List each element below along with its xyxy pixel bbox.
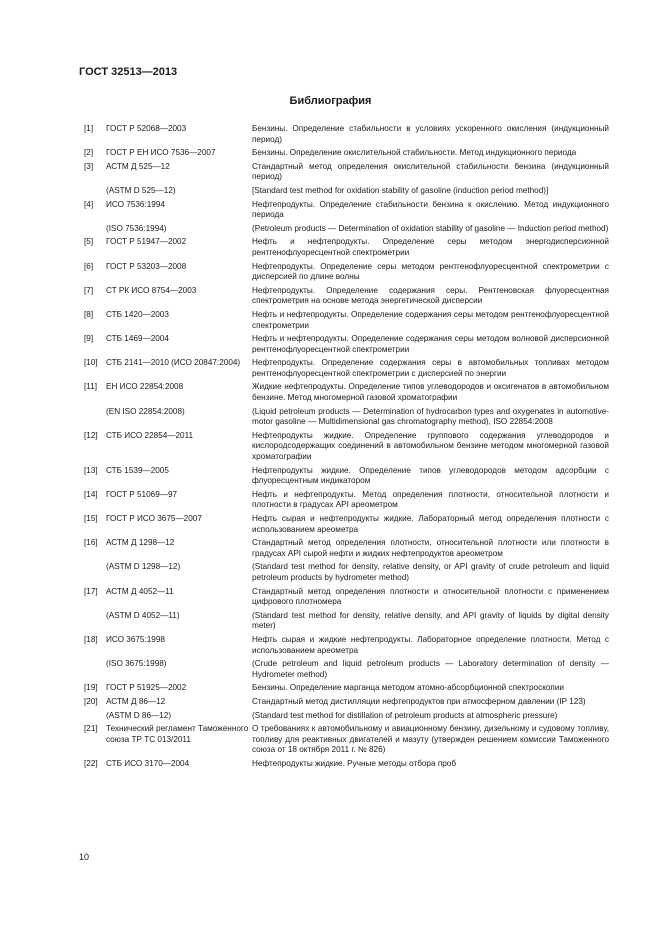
entry-standard-code: ГОСТ Р 51925—2002 <box>106 683 187 693</box>
entry-number: [14] <box>84 489 98 499</box>
bibliography-entry <box>84 382 609 403</box>
entry-standard-code: СТБ ИСО 22854—2011 <box>106 430 194 440</box>
bibliography-entry <box>84 562 609 583</box>
bibliography-entry <box>84 538 609 559</box>
bibliography-entry <box>84 724 609 756</box>
entry-standard-code: СТБ 2141—2010 (ИСО 20847:2004) <box>106 358 241 368</box>
entry-number: [1] <box>84 124 94 133</box>
entry-description: (Standard test method for density, relative density, or API gravity of crude petroleum and liquid petroleum products by hydrometer method) <box>252 562 609 582</box>
entry-standard-code: СТБ ИСО 3170—2004 <box>106 758 190 768</box>
entry-description: Стандартный метод определения плотности и относительной плотности с применением цифрового плотномера <box>252 586 609 607</box>
entry-description: Нефть сырая и нефтепродукты жидкие. Лабораторный метод определения плотности с использованием ареометра <box>252 514 609 534</box>
entry-description: Нефтепродукты. Определение стабильности бензина к окислению. Метод индукционного периода <box>252 199 609 220</box>
entry-standard-code: (ISO 3675:1998) <box>106 659 167 669</box>
bibliography-entry <box>84 286 609 307</box>
entry-standard-code: Технический регламент Таможенного союза ТР ТС 013/2011 <box>106 724 249 744</box>
bibliography-entry <box>84 224 609 235</box>
entry-standard-code: ЕН ИСО 22854:2008 <box>106 382 184 392</box>
entry-description: (Liquid petroleum products — Determination of hydrocarbon types and oxygenates in automotive-motor gasoline — Multidimensional gas chromatography method), ISO 22854:2008 <box>252 406 609 427</box>
entry-standard-code: СТ РК ИСО 8754—2003 <box>106 285 197 295</box>
entry-description: Стандартный метод определения плотности, относительной плотности или плотности в градусах API сырой нефти и жидких нефтепродуктов ареометром <box>252 538 609 558</box>
bibliography-entry <box>84 162 609 183</box>
entry-description: Стандартный метод дистилляции нефтепродуктов при атмосферном давлении (IP 123) <box>252 696 586 706</box>
entry-number: [21] <box>84 724 98 734</box>
entry-standard-code: (ISO 7536:1994) <box>106 223 167 233</box>
entry-standard-code: СТБ 1469—2004 <box>106 334 169 344</box>
entry-number: [11] <box>84 382 98 392</box>
entry-number: [6] <box>84 261 94 271</box>
bibliography-entry <box>84 697 609 708</box>
entry-description: Нефть сырая и жидкие нефтепродукты. Лабораторное определение плотности. Метод с использованием ареометра <box>252 634 609 655</box>
entry-number: [9] <box>84 334 94 344</box>
bibliography-entry <box>84 186 609 197</box>
entry-description: Нефть и нефтепродукты. Определение серы методом энергодисперсионной рентгенофлуоресцентной спектрометрии <box>252 237 609 257</box>
entry-description: Нефть и нефтепродукты. Определение содержания серы методом волновой дисперсионной рентгенофлуоресцентной спектрометрии <box>252 334 609 354</box>
entry-number <box>84 711 106 722</box>
entry-standard-code: СТБ 1420—2003 <box>106 309 169 319</box>
entry-description: [Standard test method for oxidation stability of gasoline (induction period method)] <box>252 185 549 195</box>
bibliography-entry <box>84 200 609 221</box>
entry-standard-code: ГОСТ Р ЕН ИСО 7536—2007 <box>106 148 216 158</box>
entry-number: [16] <box>84 538 98 548</box>
entry-description: Жидкие нефтепродукты. Определение типов углеводородов и оксигенатов в автомобильном бензине. Метод многомерной газовой хроматографии <box>252 382 609 403</box>
entry-standard-code: АСТМ Д 86—12 <box>106 696 166 706</box>
entry-number: [20] <box>84 696 98 706</box>
bibliography-entry <box>84 683 609 694</box>
entry-standard-code: АСТМ Д 4052—11 <box>106 586 174 596</box>
entry-standard-code: (ASTM D 525—12) <box>106 185 176 195</box>
entry-description: (Standard test method for density, relative density, and API gravity of liquids by digital density meter) <box>252 610 609 631</box>
entry-number: [12] <box>84 430 98 440</box>
page-number: 10 <box>79 852 90 862</box>
entry-number: [22] <box>84 758 98 768</box>
entry-description: (Petroleum products — Determination of oxidation stability of gasoline — Induction period method) <box>252 223 609 233</box>
entry-number: [8] <box>84 309 94 319</box>
entry-description: Нефть и нефтепродукты. Метод определения плотности, относительной плотности и плотности в градусах API ареометром <box>252 489 609 510</box>
entry-description: Нефтепродукты жидкие. Определение типов углеводородов методом адсорбции с флуоресцентным индикатором <box>252 465 609 486</box>
entry-description: Стандартный метод определения окислительной стабильности бензина (индукционный период) <box>252 161 609 182</box>
entry-description: (Crude petroleum and liquid petroleum products — Laboratory determination of density — Hydrometer method) <box>252 659 609 679</box>
bibliography-entry <box>84 611 609 632</box>
bibliography-entry <box>84 124 609 145</box>
entry-number: [15] <box>84 514 98 523</box>
entry-standard-code: ГОСТ Р 51069—97 <box>106 489 178 499</box>
bibliography-entry <box>84 407 609 428</box>
bibliography-entry <box>84 310 609 331</box>
bibliography-list <box>84 124 609 772</box>
entry-standard-code: АСТМ Д 1298—12 <box>106 538 175 548</box>
entry-standard-code: ГОСТ Р ИСО 3675—2007 <box>106 514 202 523</box>
bibliography-entry <box>84 635 609 656</box>
section-title: Библиография <box>289 95 372 107</box>
entry-number: [18] <box>84 634 98 644</box>
entry-description: Нефтепродукты жидкие. Определение группового содержания углеводородов и кислородсодержащих соединений в автомобильном бензине методом многомерной газовой хроматографии <box>252 430 609 462</box>
bibliography-entry <box>84 490 609 511</box>
bibliography-entry <box>84 514 609 535</box>
entry-standard-code: ГОСТ Р 52068—2003 <box>106 124 187 133</box>
bibliography-entry <box>84 711 609 722</box>
entry-standard-code: ГОСТ Р 53203—2008 <box>106 261 187 271</box>
bibliography-entry <box>84 237 609 258</box>
entry-description: Нефтепродукты жидкие. Ручные методы отбора проб <box>252 758 457 768</box>
entry-standard-code: (ASTM D 1298—12) <box>106 562 181 572</box>
bibliography-entry <box>84 466 609 487</box>
bibliography-entry <box>84 358 609 379</box>
entry-description: (Standard test method for distillation of petroleum products at atmospheric pressure) <box>252 710 558 720</box>
entry-number: [3] <box>84 161 94 171</box>
entry-number <box>84 659 106 680</box>
entry-description: Бензины. Определение окислительной стабильности. Метод индукционного периода <box>252 148 577 158</box>
entry-description: Нефтепродукты. Определение серы методом рентгенофлуоресцентной спектрометрии с дисперсией по длине волны <box>252 261 609 282</box>
entry-number: [13] <box>84 465 98 475</box>
entry-description: Бензины. Определение стабильности в условиях ускоренного окисления (индукционный период) <box>252 124 609 144</box>
entry-number: [17] <box>84 586 98 596</box>
entry-number: [4] <box>84 199 94 209</box>
bibliography-entry <box>84 148 609 159</box>
entry-standard-code: АСТМ Д 525—12 <box>106 161 170 171</box>
entry-description: Бензины. Определение марганца методом атомно-абсорбционной спектроскопии <box>252 683 565 693</box>
document-header: ГОСТ 32513—2013 <box>79 66 178 78</box>
entry-number: [5] <box>84 237 94 247</box>
entry-standard-code: ИСО 3675:1998 <box>106 634 165 644</box>
entry-number <box>84 562 106 583</box>
entry-description: Нефтепродукты. Определение содержания серы. Рентгеновская флуоресцентная спектрометрия на основе метода энергетической дисперсии <box>252 285 609 306</box>
bibliography-entry <box>84 431 609 463</box>
entry-number: [10] <box>84 358 98 368</box>
entry-number <box>84 186 106 197</box>
entry-standard-code: (ASTM D 86—12) <box>106 710 172 720</box>
entry-description: Нефтепродукты. Определение содержания серы в автомобильных топливах методом рентгенофлуоресцентной спектрометрии с дисперсией по энергии <box>252 358 609 378</box>
bibliography-entry <box>84 587 609 608</box>
entry-number: [7] <box>84 285 94 295</box>
bibliography-entry <box>84 262 609 283</box>
bibliography-entry <box>84 334 609 355</box>
entry-number <box>84 224 106 235</box>
entry-standard-code: ГОСТ Р 51947—2002 <box>106 237 187 247</box>
entry-description: Нефть и нефтепродукты. Определение содержания серы методом рентгенофлуоресцентной спектрометрии <box>252 309 609 330</box>
entry-standard-code: (EN ISO 22854:2008) <box>106 406 185 416</box>
entry-number <box>84 407 106 428</box>
bibliography-entry <box>84 759 609 770</box>
bibliography-entry <box>84 659 609 680</box>
entry-standard-code: (ASTM D 4052—11) <box>106 610 180 620</box>
entry-standard-code: ИСО 7536:1994 <box>106 199 165 209</box>
entry-number <box>84 611 106 632</box>
entry-number: [19] <box>84 683 98 693</box>
entry-description: О требованиях к автомобильному и авиационному бензину, дизельному и судовому топливу, топливу для реактивных двигателей и мазуту (утвержден решением комиссии Таможенного союза от 18 октября 2011 г. № 826) <box>252 724 609 755</box>
entry-standard-code: СТБ 1539—2005 <box>106 465 169 475</box>
entry-number: [2] <box>84 148 94 158</box>
